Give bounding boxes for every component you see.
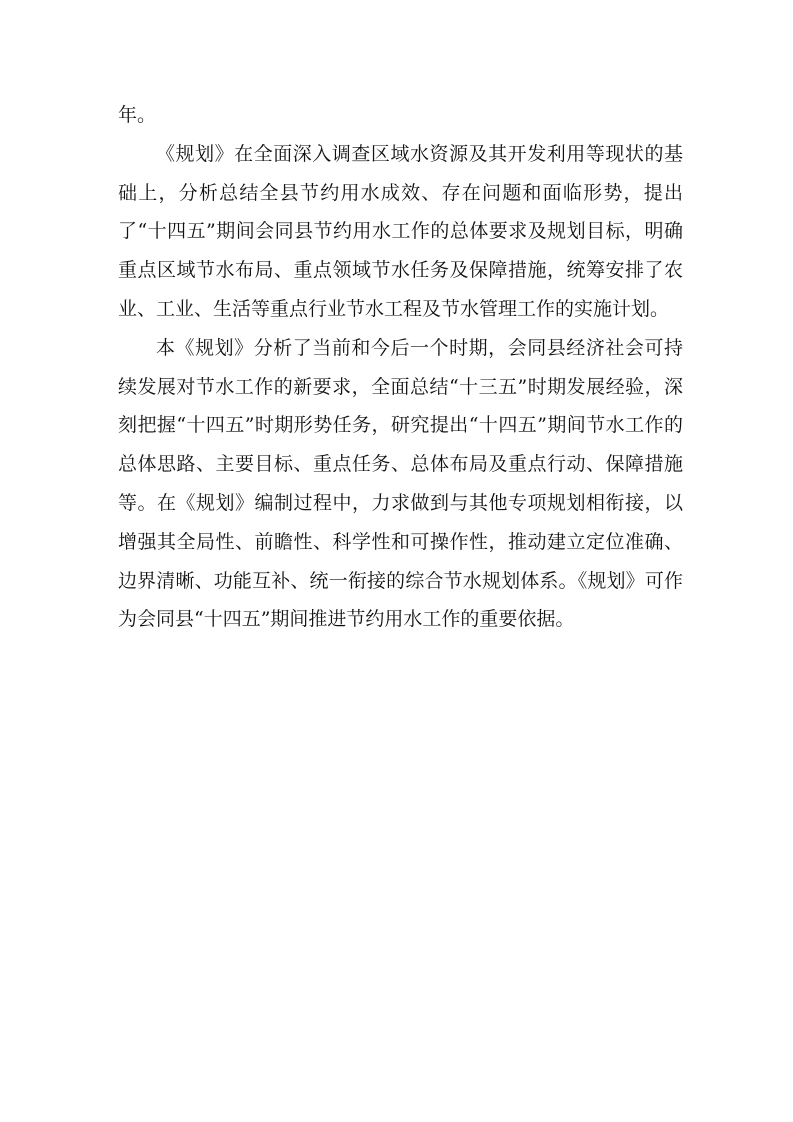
paragraph-plan-analysis: 本《规划》分析了当前和今后一个时期，会同县经济社会可持续发展对节水工作的新要求，全面总结“十三五”时期发展经验，深刻把握“十四五”时期形势任务，研究提出“十四五”期间节水工作的总体思路、主要目标、重点任务、总体布局及重点行动、保障措施等。在《规划》编制过程中，力求做到与其他专项规划相衔接，以增强其全局性、前瞻性、科学性和可操作性，推动建立定位准确、边界清晰、功能互补、统一衔接的综合节水规划体系。《规划》可作为会同县“十四五”期间推进节约用水工作的重要依据。 bbox=[118, 336, 683, 631]
paragraph-plan-overview: 《规划》在全面深入调查区域水资源及其开发利用等现状的基础上，分析总结全县节约用水成效、存在问题和面临形势，提出了“十四五”期间会同县节约用水工作的总体要求及规划目标，明确重点区域节水布局、重点领域节水任务及保障措施，统筹安排了农业、工业、生活等重点行业节水工程及节水管理工作的实施计划。 bbox=[118, 142, 683, 320]
paragraph-continuation: 年。 bbox=[118, 104, 157, 126]
document-body bbox=[118, 96, 683, 639]
